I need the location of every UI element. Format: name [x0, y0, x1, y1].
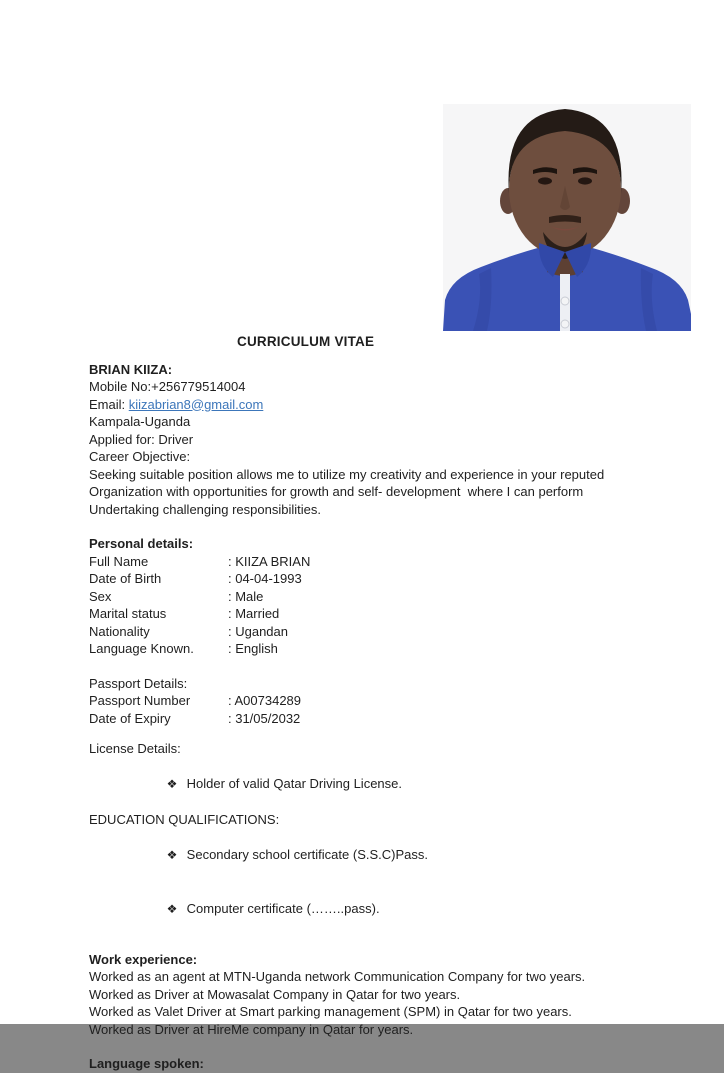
detail-value: : 04-04-1993	[228, 571, 302, 586]
email-line	[89, 396, 669, 414]
personal-details-heading: Personal details:	[89, 536, 194, 551]
detail-value: : Male	[228, 588, 264, 604]
passport-details-heading: Passport Details:	[89, 675, 188, 691]
profile-photo	[443, 104, 691, 331]
detail-label: Sex	[89, 588, 112, 604]
name-heading: BRIAN KIIZA:	[89, 361, 173, 377]
detail-row	[89, 710, 669, 728]
bullet-item	[89, 758, 669, 812]
shirt-button-top	[561, 297, 569, 305]
shirt-button-bottom	[561, 320, 569, 328]
detail-row	[89, 588, 669, 606]
diamond-bullet-icon: ❖	[166, 901, 178, 916]
career-objective-line: Undertaking challenging responsibilities.	[89, 501, 321, 517]
detail-label: Marital status	[89, 606, 167, 621]
work-experience-line: Worked as Driver at HireMe company in Qatar for years.	[89, 1021, 414, 1037]
detail-row	[89, 692, 669, 710]
spacer	[89, 658, 669, 675]
profile-photo-graphic	[443, 104, 691, 331]
email-link[interactable]: kiizabrian8@gmail.com	[128, 396, 264, 412]
detail-label: Language Known.	[89, 641, 194, 656]
bullet-text: Secondary school certificate (S.S.C)Pass.	[186, 847, 428, 862]
detail-label: Full Name	[89, 553, 149, 569]
bullet-text: Computer certificate (……..pass).	[186, 900, 380, 916]
detail-value: : A00734289	[228, 693, 302, 708]
career-objective-line: Organization with opportunities for growth and self- development where I can perform	[89, 484, 584, 499]
detail-row	[89, 553, 669, 571]
detail-value: : Ugandan	[228, 623, 288, 639]
work-experience-line: Worked as Driver at Mowasalat Company in Qatar for two years.	[89, 986, 461, 1002]
license-details-heading: License Details:	[89, 741, 181, 756]
detail-label: Date of Expiry	[89, 710, 171, 726]
spacer	[89, 1038, 669, 1055]
eye-right	[578, 177, 592, 184]
page-title: CURRICULUM VITAE	[237, 334, 375, 349]
work-experience-line: Worked as Valet Driver at Smart parking management (SPM) in Qatar for two years.	[89, 1004, 572, 1019]
spacer	[89, 936, 669, 951]
detail-value: : English	[228, 641, 278, 656]
cv-content	[89, 333, 669, 1073]
mobile-number: Mobile No:+256779514004	[89, 379, 246, 394]
detail-label: Passport Number	[89, 693, 191, 708]
city-line: Kampala-Uganda	[89, 414, 191, 429]
eye-left	[538, 177, 552, 184]
spacer	[89, 351, 669, 361]
detail-label: Date of Birth	[89, 571, 162, 586]
detail-row	[89, 640, 669, 658]
career-objective-heading: Career Objective:	[89, 449, 191, 464]
bullet-text: Holder of valid Qatar Driving License.	[186, 776, 402, 791]
spacer	[89, 518, 669, 535]
applied-for-line: Applied for: Driver	[89, 431, 194, 447]
detail-row	[89, 623, 669, 641]
detail-value: : KIIZA BRIAN	[228, 553, 311, 569]
career-objective-line: Seeking suitable position allows me to utilize my creativity and experience in your reputed	[89, 466, 605, 482]
bullet-item	[89, 882, 669, 936]
diamond-bullet-icon: ❖	[166, 848, 178, 862]
detail-label: Nationality	[89, 623, 150, 639]
detail-value: : Married	[228, 606, 280, 621]
spacer	[89, 727, 669, 740]
diamond-bullet-icon: ❖	[166, 777, 178, 791]
detail-value: : 31/05/2032	[228, 710, 301, 726]
work-experience-heading: Work experience:	[89, 951, 198, 967]
detail-row	[89, 605, 669, 623]
detail-row	[89, 570, 669, 588]
bullet-item	[89, 829, 669, 883]
work-experience-line: Worked as an agent at MTN-Uganda network Communication Company for two years.	[89, 969, 586, 984]
email-label: Email:	[89, 396, 129, 412]
education-heading: EDUCATION QUALIFICATIONS:	[89, 812, 280, 827]
language-spoken-heading: Language spoken:	[89, 1056, 204, 1071]
